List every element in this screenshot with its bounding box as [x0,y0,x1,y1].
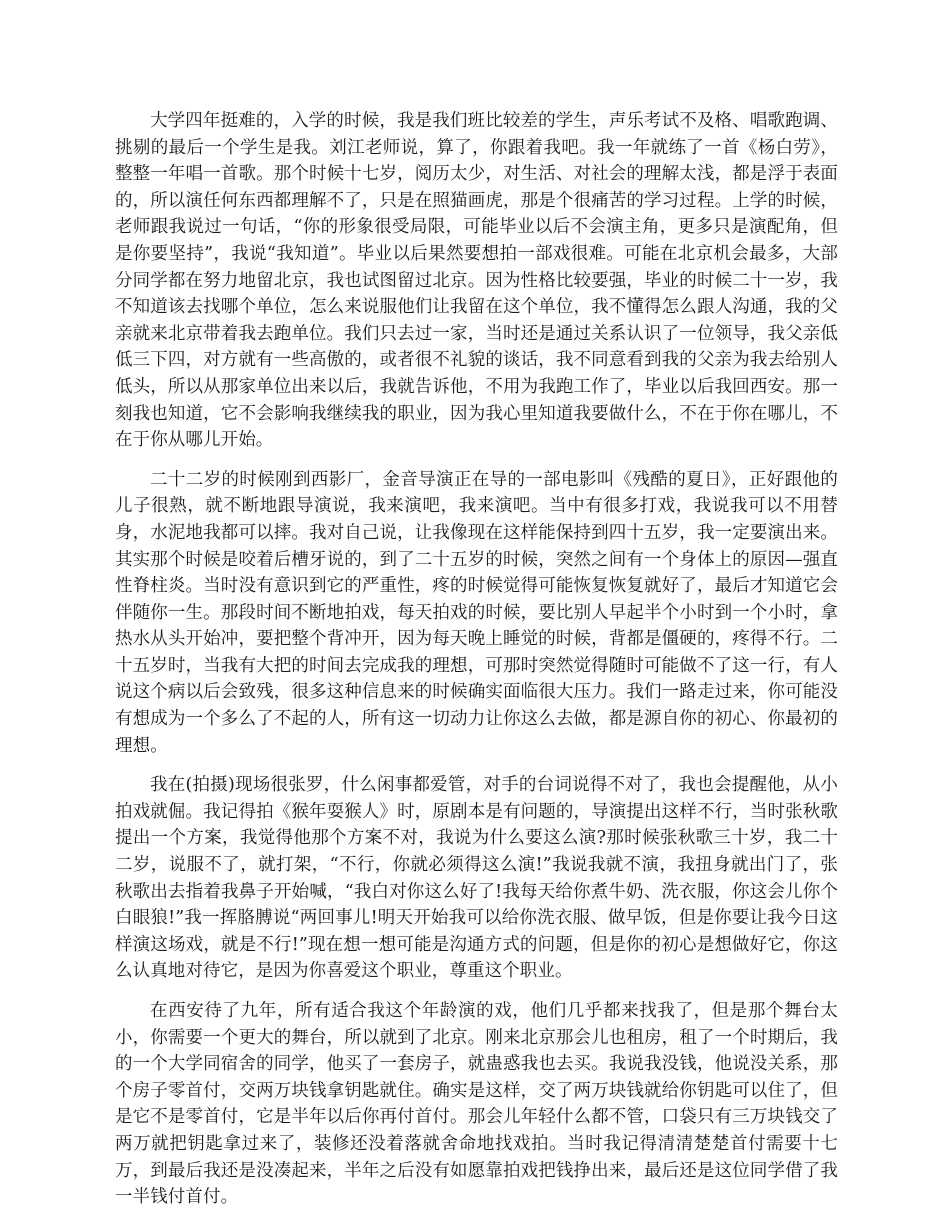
paragraph-1: 大学四年挺难的，入学的时候，我是我们班比较差的学生，声乐考试不及格、唱歌跑调、挑剔的最后一个学生是我。刘江老师说，算了，你跟着我吧。我一年就练了一首《杨白劳》，整整一年唱一首歌。那个时候十七岁，阅历太少，对生活、对社会的理解太浅，都是浮于表面的，所以演任何东西都理解不了，只是在照猫画虎，那是个很痛苦的学习过程。上学的时候，老师跟我说过一句话，“你的形象很受局限，可能毕业以后不会演主角，更多只是演配角，但是你要坚持”，我说“我知道”。毕业以后果然要想拍一部戏很难。可能在北京机会最多，大部分同学都在努力地留北京，我也试图留过北京。因为性格比较要强，毕业的时候二十一岁，我不知道该去找哪个单位，怎么来说服他们让我留在这个单位，我不懂得怎么跟人沟通，我的父亲就来北京带着我去跑单位。我们只去过一家，当时还是通过关系认识了一位领导，我父亲低低三下四，对方就有一些高傲的，或者很不礼貌的谈话，我不同意看到我的父亲为我去给别人低头，所以从那家单位出来以后，我就告诉他，不用为我跑工作了，毕业以后我回西安。那一刻我也知道，它不会影响我继续我的职业，因为我心里知道我要做什么，不在于你在哪儿，不在于你从哪儿开始。 [115,111,838,451]
document-body [115,108,838,1224]
paragraph-4: 在西安待了九年，所有适合我这个年龄演的戏，他们几乎都来找我了，但是那个舞台太小，你需要一个更大的舞台，所以就到了北京。刚来北京那会儿也租房，租了一个时期后，我的一个大学同宿舍的同学，他买了一套房子，就蛊惑我也去买。我说我没钱，他说没关系，那个房子零首付，交两万块钱拿钥匙就住。确实是这样，交了两万块钱就给你钥匙可以住了，但是它不是零首付，它是半年以后你再付首付。那会儿年轻什么都不管，口袋只有三万块钱交了两万就把钥匙拿过来了，装修还没着落就舍命地找戏拍。当时我记得清清楚楚首付需要十七万，到最后我还是没凑起来，半年之后没有如愿靠拍戏把钱挣出来，最后还是这位同学借了我一半钱付首付。 [115,1001,838,1208]
paragraph-3: 我在(拍摄)现场很张罗，什么闲事都爱管，对手的台词说得不对了，我也会提醒他，从小拍戏就倔。我记得拍《猴年耍猴人》时，原剧本是有问题的，导演提出这样不行，当时张秋歌提出一个方案，我觉得他那个方案不对，我说为什么要这么演?那时候张秋歌三十岁，我二十二岁，说服不了，就打架，“不行，你就必须得这么演!”我说我就不演，我扭身就出门了，张秋歌出去指着我鼻子开始喊，“我白对你这么好了!我每天给你煮牛奶、洗衣服，你这会儿你个白眼狼!”我一挥胳膊说“两回事儿!明天开始我可以给你洗衣服、做早饭，但是你要让我今日这样演这场戏，就是不行!”现在想一想可能是沟通方式的问题，但是你的初心是想做好它，你这么认真地对待它，是因为你喜爱这个职业，尊重这个职业。 [115,775,838,982]
paragraph-2: 二十二岁的时候刚到西影厂，金音导演正在导的一部电影叫《残酷的夏日》，正好跟他的儿子很熟，就不断地跟导演说，我来演吧，我来演吧。当中有很多打戏，我说我可以不用替身，水泥地我都可以摔。我对自己说，让我像现在这样能保持到四十五岁，我一定要演出来。其实那个时候是咬着后槽牙说的，到了二十五岁的时候，突然之间有一个身体上的原因—强直性脊柱炎。当时没有意识到它的严重性，疼的时候觉得可能恢复恢复就好了，最后才知道它会伴随你一生。那段时间不断地拍戏，每天拍戏的时候，要比别人早起半个小时到一个小时，拿热水从头开始冲，要把整个背冲开，因为每天晚上睡觉的时候，背都是僵硬的，疼得不行。二十五岁时，当我有大把的时间去完成我的理想，可那时突然觉得随时可能做不了这一行，有人说这个病以后会致残，很多这种信息来的时候确实面临很大压力。我们一路走过来，你可能没有想成为一个多么了不起的人，所有这一切动力让你这么去做，都是源自你的初心、你最初的理想。 [115,469,838,756]
